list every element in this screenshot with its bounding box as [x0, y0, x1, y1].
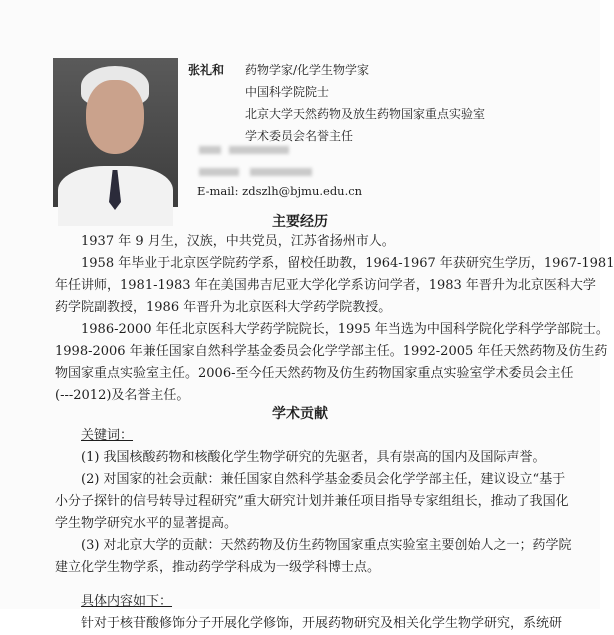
- portrait-photo: [53, 58, 178, 207]
- spacer: [55, 579, 547, 591]
- title-line: 学术委员会名誉主任: [245, 129, 354, 143]
- title-line: 北京大学天然药物及放生药物国家重点实验室: [245, 107, 486, 121]
- text-line: (---2012)及名誉主任。: [55, 388, 190, 403]
- redacted-info: [199, 168, 239, 176]
- person-name: 张礼和: [188, 63, 225, 77]
- keywords-label: 关键词：: [81, 428, 134, 443]
- text-line: 针对于核苷酸修饰分子开展化学修饰，开展药物研究及相关化学生物学研究，系统研: [81, 616, 563, 631]
- contribution-body: [55, 425, 572, 635]
- contribution-heading: 学术贡献: [272, 406, 328, 422]
- redacted-info: [250, 168, 312, 176]
- text-line: (2) 对国家的社会贡献：兼任国家自然科学基金委员会化学学部主任，建议设立“基于: [81, 472, 566, 487]
- email-label: E-mail:: [197, 184, 239, 198]
- text-line: (1) 我国核酸药物和核酸化学生物学研究的先驱者，具有崇高的国内及国际声誉。: [81, 450, 546, 465]
- text-line: 1986-2000 年任北京医科大学药学院院长，1995 年当选为中国科学院化学科学学部院士。: [81, 322, 609, 337]
- email-address: zdszlh@bjmu.edu.cn: [242, 184, 363, 198]
- text-line: 建立化学生物学系，推动药学学科成为一级学科博士点。: [55, 560, 381, 575]
- text-line: 1998-2006 年兼任国家自然科学基金委员会化学学部主任。1992-2005 年任天然药物及仿生药: [55, 344, 608, 359]
- redacted-info: [229, 146, 289, 154]
- text-line: 年任讲师，1981-1983 年在美国弗吉尼亚大学化学系访问学者，1983 年晋升为北京医科大学: [55, 278, 596, 293]
- title-line: 药物学家/化学生物学家: [245, 63, 370, 77]
- text-line: (3) 对北京大学的贡献：天然药物及仿生药物国家重点实验室主要创始人之一；药学院: [81, 538, 572, 553]
- text-line: 药学院副教授，1986 年晋升为北京医科大学药学院教授。: [55, 300, 392, 315]
- email-row: [197, 184, 362, 198]
- text-line: 学生物学研究水平的显著提高。: [55, 516, 238, 531]
- experience-heading: 主要经历: [272, 214, 328, 230]
- redacted-info: [199, 146, 221, 154]
- title-line: 中国科学院院士: [245, 85, 330, 99]
- details-label: 具体内容如下：: [81, 594, 173, 609]
- text-line: 物国家重点实验室主任。2006-至今任天然药物及仿生药物国家重点实验室学术委员会主任: [55, 366, 574, 381]
- text-line: 1958 年毕业于北京医学院药学系，留校任助教，1964-1967 年获研究生学历，1967-1981: [81, 256, 614, 271]
- text-line: 1937 年 9 月生，汉族，中共党员，江苏省扬州市人。: [81, 234, 395, 249]
- experience-body: [55, 231, 614, 407]
- text-line: 小分子探针的信号转导过程研究”重大研究计划并兼任项目指导专家组组长，推动了我国化: [55, 494, 569, 509]
